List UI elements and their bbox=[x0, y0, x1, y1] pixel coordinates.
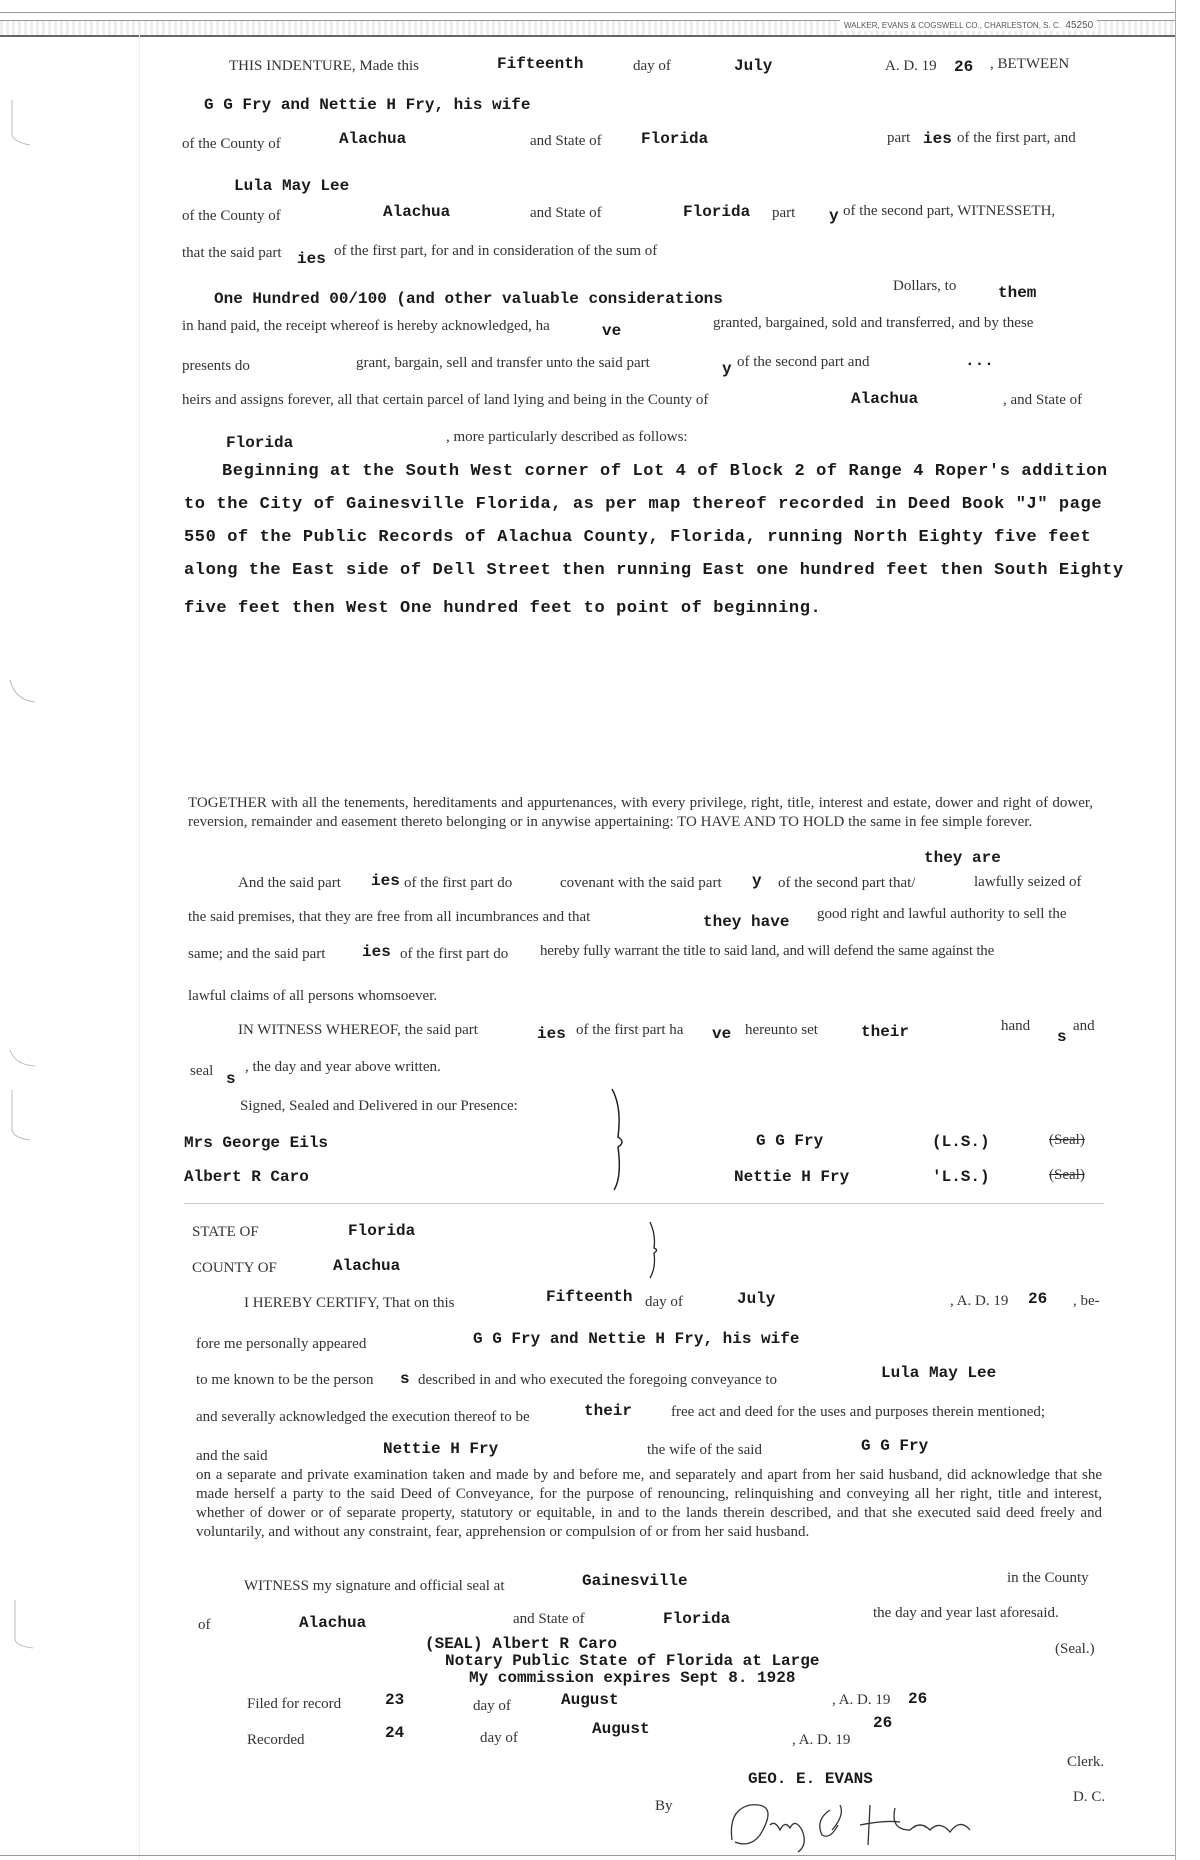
clerk-label: Clerk. bbox=[1067, 1754, 1105, 1770]
description-line: 550 of the Public Records of Alachua County, Florida, running North Eighty five feet bbox=[184, 528, 1092, 547]
label-state: and State of bbox=[530, 205, 602, 221]
plural-suffix: s bbox=[400, 1370, 410, 1388]
ack-state: Florida bbox=[348, 1222, 416, 1240]
deputy-signature bbox=[720, 1790, 1010, 1855]
typed-they-have: they have bbox=[703, 913, 790, 931]
county-label: COUNTY OF bbox=[192, 1260, 277, 1276]
label-ad: A. D. 19 bbox=[885, 58, 937, 74]
clerk-name: GEO. E. EVANS bbox=[748, 1770, 873, 1788]
seal-label: (Seal) bbox=[1049, 1167, 1085, 1183]
printer-name: WALKER, EVANS & COGSWELL CO., CHARLESTON, S. C. bbox=[844, 21, 1061, 30]
description-line: Beginning at the South West corner of Lot 4 of Block 2 of Range 4 Roper's addition bbox=[222, 462, 1108, 481]
recorded-year: 26 bbox=[873, 1714, 893, 1732]
grantee: Lula May Lee bbox=[234, 177, 350, 195]
ack-text: free act and deed for the uses and purposes therein mentioned; bbox=[671, 1404, 1046, 1420]
covenant-text: of the second part that/ bbox=[778, 875, 916, 891]
label-dollars-to: Dollars, to bbox=[893, 278, 957, 294]
ack-text: , be- bbox=[1073, 1293, 1100, 1309]
part-suffix: y bbox=[722, 360, 732, 378]
typed-their: their bbox=[584, 1402, 633, 1420]
ellipsis: ... bbox=[965, 352, 994, 370]
section-divider bbox=[184, 1203, 1104, 1204]
plural-suffix: s bbox=[1057, 1028, 1067, 1046]
margin-marks bbox=[0, 0, 60, 1860]
printer-imprint bbox=[840, 20, 1097, 31]
label-county: of the County of bbox=[182, 136, 281, 152]
separate-examination-clause: on a separate and private examination taken and made by and before me, and separately and apart from her said husband, did acknowledge that she made herself a party to the said Deed of Conveyance, for the purpose of renouncing, relinquishing and conveying all her right, title and interest, whether of dower or of separate property, statutory or equitable, in and to the lands therein described, and that she executed said deed freely and voluntarily, and without any constraint, fear, apprehension or compulsion of or from her said husband. bbox=[196, 1467, 1102, 1540]
ack-text: of bbox=[198, 1617, 211, 1633]
signer-name: G G Fry bbox=[756, 1132, 824, 1150]
covenant-text: good right and lawful authority to sell the bbox=[817, 906, 1067, 922]
signature-brace bbox=[608, 1087, 630, 1192]
label-part: part bbox=[772, 205, 796, 221]
typed-their: their bbox=[861, 1023, 910, 1041]
ack-text: the wife of the said bbox=[647, 1442, 762, 1458]
witness-text: and bbox=[1073, 1018, 1095, 1034]
ack-city: Gainesville bbox=[582, 1572, 688, 1590]
bottom-rule bbox=[0, 1855, 1175, 1856]
label-granted: granted, bargained, sold and transferred, and by these bbox=[713, 315, 1034, 331]
covenant-text: of the first part do bbox=[400, 946, 509, 962]
recorded-day: 24 bbox=[385, 1724, 405, 1742]
covenant-text: of the first part do bbox=[404, 875, 513, 891]
label-day-of: day of bbox=[633, 58, 671, 74]
label-heirs: heirs and assigns forever, all that certain parcel of land lying and being in the County of bbox=[182, 392, 709, 408]
label-county: of the County of bbox=[182, 208, 281, 224]
covenant-text: hereby fully warrant the title to said land, and will defend the same against the bbox=[540, 943, 995, 959]
covenant-text: And the said part bbox=[238, 875, 341, 891]
paid-to: them bbox=[998, 284, 1037, 302]
ack-text: and severally acknowledged the execution thereof to be bbox=[196, 1409, 530, 1425]
ack-text: described in and who executed the foregoing conveyance to bbox=[418, 1372, 778, 1388]
covenant-text: covenant with the said part bbox=[560, 875, 722, 891]
verb-suffix: ve bbox=[602, 322, 622, 340]
notary-stamp: My commission expires Sept 8. 1928 bbox=[469, 1669, 796, 1687]
part-suffix: ies bbox=[362, 943, 391, 961]
ack-persons: G G Fry and Nettie H Fry, his wife bbox=[473, 1330, 800, 1348]
grantors: G G Fry and Nettie H Fry, his wife bbox=[204, 96, 531, 114]
part-suffix: ies bbox=[371, 872, 400, 890]
day-of-label: day of bbox=[473, 1698, 511, 1714]
witness-text: , the day and year above written. bbox=[245, 1059, 441, 1075]
signed-sealed-label: Signed, Sealed and Delivered in our Presence: bbox=[240, 1098, 518, 1114]
ack-husband: G G Fry bbox=[861, 1437, 929, 1455]
ack-state: Florida bbox=[663, 1610, 731, 1628]
witness-name: Albert R Caro bbox=[184, 1168, 309, 1186]
filed-label: Filed for record bbox=[247, 1696, 342, 1712]
indenture-year: 26 bbox=[954, 58, 974, 76]
ls-mark: (L.S.) bbox=[932, 1133, 990, 1151]
left-border bbox=[139, 30, 140, 1860]
label-described: , more particularly described as follows: bbox=[446, 429, 688, 445]
top-rule bbox=[0, 12, 1175, 13]
label-between: , BETWEEN bbox=[990, 56, 1070, 72]
label-presents: presents do bbox=[182, 358, 250, 374]
part-suffix: ies bbox=[297, 250, 326, 268]
right-border bbox=[1175, 0, 1176, 1860]
witness-name: Mrs George Eils bbox=[184, 1134, 329, 1152]
plural-suffix: s bbox=[226, 1070, 236, 1088]
indenture-month: July bbox=[734, 57, 773, 75]
ad-label: , A. D. 19 bbox=[832, 1692, 891, 1708]
part-suffix: y bbox=[752, 872, 762, 890]
label-state: and State of bbox=[530, 133, 602, 149]
ack-grantee: Lula May Lee bbox=[881, 1364, 997, 1382]
witness-text: seal bbox=[190, 1063, 214, 1079]
filed-month: August bbox=[561, 1691, 619, 1709]
ack-text: and State of bbox=[513, 1611, 585, 1627]
label-second-part: of the second part and bbox=[737, 354, 870, 370]
part-suffix: ies bbox=[923, 130, 952, 148]
label-and-state: , and State of bbox=[1003, 392, 1083, 408]
ack-month: July bbox=[737, 1290, 776, 1308]
form-number: 45250 bbox=[1065, 20, 1094, 31]
covenant-text: lawful claims of all persons whomsoever. bbox=[188, 988, 438, 1004]
notary-stamp: (SEAL) Albert R Caro bbox=[425, 1635, 618, 1653]
filed-day: 23 bbox=[385, 1691, 405, 1709]
label-grant: grant, bargain, sell and transfer unto the said part bbox=[356, 355, 650, 371]
grantee-state: Florida bbox=[683, 203, 751, 221]
state-label: STATE OF bbox=[192, 1224, 259, 1240]
part-suffix: ies bbox=[537, 1025, 566, 1043]
covenant-text: the said premises, that they are free from all incumbrances and that bbox=[188, 909, 591, 925]
verb-suffix: ve bbox=[712, 1025, 732, 1043]
ack-text: and the said bbox=[196, 1448, 268, 1464]
deputy-clerk-label: D. C. bbox=[1073, 1789, 1106, 1805]
description-line: along the East side of Dell Street then running East one hundred feet then South Eighty bbox=[184, 561, 1124, 580]
grantor-county: Alachua bbox=[339, 130, 407, 148]
part-suffix: y bbox=[829, 207, 839, 225]
covenant-text: same; and the said part bbox=[188, 946, 326, 962]
habendum-clause: TOGETHER with all the tenements, hereditaments and appurtenances, with every privilege, right, title, interest and estate, dower and right of dower, reversion, remainder and easement thereto belonging or in anywise appertaining: TO HAVE AND TO HOLD the same in fee simple forever. bbox=[188, 795, 1093, 830]
seal-label: (Seal.) bbox=[1055, 1641, 1095, 1657]
land-county: Alachua bbox=[851, 390, 919, 408]
ack-county: Alachua bbox=[299, 1614, 367, 1632]
ad-label: , A. D. 19 bbox=[792, 1732, 851, 1748]
ack-text: day of bbox=[645, 1294, 683, 1310]
by-label: By bbox=[655, 1798, 673, 1814]
recorded-month: August bbox=[592, 1720, 650, 1738]
ack-wife: Nettie H Fry bbox=[383, 1440, 499, 1458]
label-said-part: that the said part bbox=[182, 245, 282, 261]
label-part: part bbox=[887, 130, 911, 146]
ls-mark: 'L.S.) bbox=[932, 1168, 990, 1186]
indenture-day: Fifteenth bbox=[497, 55, 584, 73]
recorded-label: Recorded bbox=[247, 1732, 305, 1748]
witness-text: IN WITNESS WHEREOF, the said part bbox=[238, 1022, 478, 1038]
filed-year: 26 bbox=[908, 1690, 928, 1708]
description-line: to the City of Gainesville Florida, as per map thereof recorded in Deed Book "J" page bbox=[184, 495, 1103, 514]
ack-text: to me known to be the person bbox=[196, 1372, 374, 1388]
witness-text: hereunto set bbox=[745, 1022, 818, 1038]
notary-stamp: Notary Public State of Florida at Large bbox=[445, 1652, 820, 1670]
grantee-county: Alachua bbox=[383, 203, 451, 221]
land-state: Florida bbox=[226, 434, 294, 452]
typed-they-are: they are bbox=[924, 849, 1001, 867]
ack-text: in the County bbox=[1007, 1570, 1089, 1586]
grantor-state: Florida bbox=[641, 130, 709, 148]
label-consideration: of the first part, for and in consideration of the sum of bbox=[334, 243, 658, 259]
ack-year: 26 bbox=[1028, 1290, 1048, 1308]
label-hand-paid: in hand paid, the receipt whereof is hereby acknowledged, ha bbox=[182, 318, 550, 334]
description-line: five feet then West One hundred feet to point of beginning. bbox=[184, 599, 822, 618]
label-witnesseth: of the second part, WITNESSETH, bbox=[843, 203, 1056, 219]
indenture-intro: THIS INDENTURE, Made this bbox=[229, 58, 419, 74]
signer-name: Nettie H Fry bbox=[734, 1168, 850, 1186]
witness-text: of the first part ha bbox=[576, 1022, 684, 1038]
label-first-part: of the first part, and bbox=[957, 130, 1076, 146]
day-of-label: day of bbox=[480, 1730, 518, 1746]
consideration-sum: One Hundred 00/100 (and other valuable considerations bbox=[214, 290, 723, 308]
ack-county: Alachua bbox=[333, 1257, 401, 1275]
ack-text: , A. D. 19 bbox=[950, 1293, 1009, 1309]
seal-label: (Seal) bbox=[1049, 1132, 1085, 1148]
covenant-text: lawfully seized of bbox=[974, 874, 1082, 890]
ack-text: the day and year last aforesaid. bbox=[873, 1605, 1059, 1621]
ack-text: WITNESS my signature and official seal at bbox=[244, 1578, 505, 1594]
witness-text: hand bbox=[1001, 1018, 1031, 1034]
ack-text: fore me personally appeared bbox=[196, 1336, 367, 1352]
ack-day: Fifteenth bbox=[546, 1288, 633, 1306]
venue-brace bbox=[647, 1220, 661, 1280]
ack-text: I HEREBY CERTIFY, That on this bbox=[244, 1295, 455, 1311]
